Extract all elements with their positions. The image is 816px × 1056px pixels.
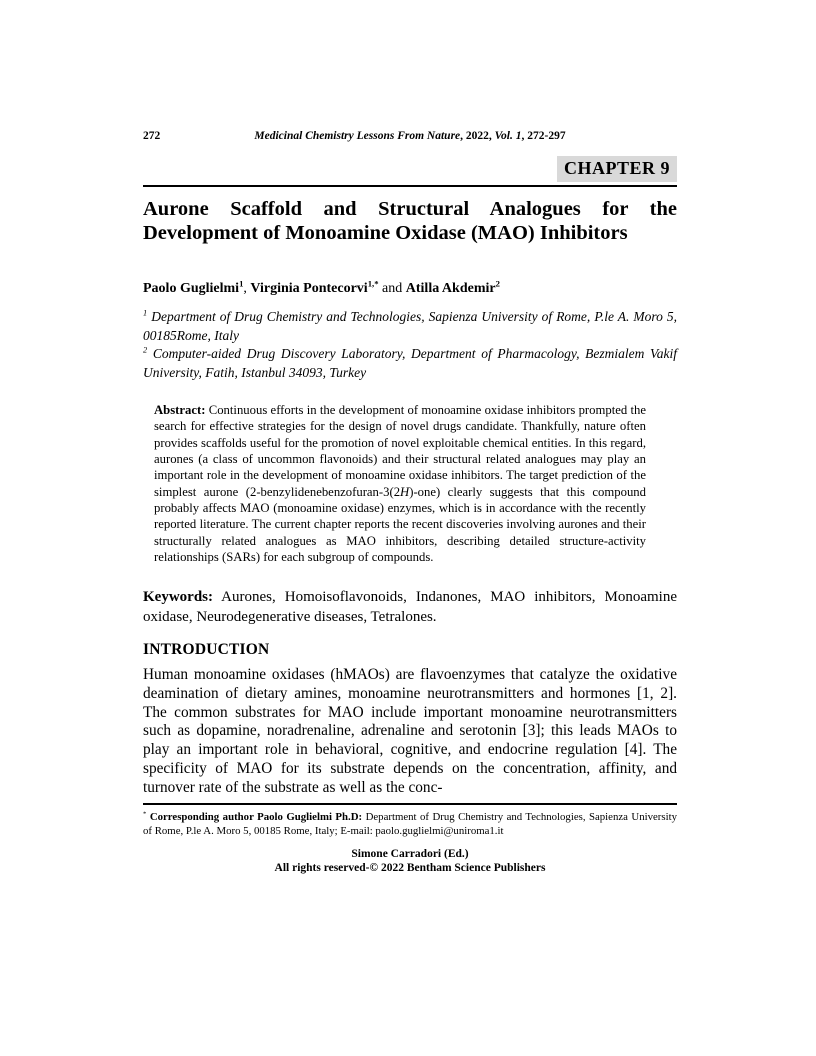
introduction-heading: INTRODUCTION	[143, 641, 270, 658]
page-number: 272	[143, 130, 161, 142]
author-name: Paolo Guglielmi	[143, 281, 240, 296]
affiliation-text: Computer-aided Drug Discovery Laboratory, Department of Pharmacology, Bezmialem Vakif University, Fatih, Istanbul 34093, Turkey	[143, 346, 677, 380]
footnote-marker: *	[143, 810, 147, 818]
journal-title: Medicinal Chemistry Lessons From Nature	[254, 130, 461, 142]
affiliation-superscript: 1	[143, 308, 148, 318]
footnote-bold-text: Corresponding author Paolo Guglielmi Ph.D:	[149, 811, 363, 823]
affiliation	[143, 308, 677, 346]
footnote-divider	[143, 803, 677, 805]
affiliation-superscript: 2	[143, 345, 148, 355]
author-superscript: 2	[495, 278, 500, 289]
journal-year: , 2022,	[460, 130, 495, 142]
running-header	[143, 130, 677, 146]
page-footer	[143, 848, 677, 875]
abstract-text: )-one) clearly suggests that this compound probably affects MAO (monoamine oxidase) enzymes, which is in accordance with the recently reported literature. The current chapter reports the recent discoveries involving aurones and their structurally related analogues as MAO inhibitors, describing detailed structure-activity relationships (SARs) for each subgroup of compounds.	[154, 484, 646, 564]
abstract-block	[154, 402, 646, 565]
author-separator: and	[378, 281, 406, 296]
journal-reference	[143, 130, 677, 142]
author-name: Atilla Akdemir	[405, 281, 496, 296]
chapter-label: CHAPTER 9	[557, 156, 677, 182]
abstract-label: Abstract:	[154, 403, 206, 417]
authors-line	[143, 278, 677, 297]
journal-pages: , 272-297	[521, 130, 566, 142]
chapter-banner	[143, 156, 677, 182]
keywords-text: Aurones, Homoisoflavonoids, Indanones, MAO inhibitors, Monoamine oxidase, Neurodegenerative diseases, Tetralones.	[143, 589, 677, 625]
author-separator: ,	[243, 281, 251, 296]
journal-volume: Vol. 1	[494, 130, 522, 142]
abstract-text: Continuous efforts in the development of monoamine oxidase inhibitors prompted the search for effective strategies for the design of novel drugs candidate. Thankfully, nature often provides scaffolds useful for the promotion of novel exploitable chemical entities. In this regard, aurones (a class of uncommon flavonoids) and their structural related analogues may play an important role in the development of monoamine oxidase inhibitors. The target prediction of the simplest aurone (2-benzylidenebenzofuran-3(2	[154, 403, 646, 499]
header-divider	[143, 185, 677, 187]
corresponding-author-footnote	[143, 810, 677, 838]
affiliation-text: Department of Drug Chemistry and Technologies, Sapienza University of Rome, P.le A. Moro 5, 00185Rome, Italy	[143, 309, 677, 343]
author-superscript: 1	[239, 278, 244, 289]
author-superscript: 1,*	[367, 278, 379, 289]
copyright-line: All rights reserved-© 2022 Bentham Science Publishers	[274, 861, 546, 874]
introduction-paragraph: Human monoamine oxidases (hMAOs) are flavoenzymes that catalyze the oxidative deamination of dietary amines, monoamine neurotransmitters and hormones [1, 2]. The common substrates for MAO include important monoamine neurotransmitters such as dopamine, noradrenaline, adrenaline and serotonin [3]; this leads MAOs to play an important role in behavioral, cognitive, and endocrine regulation [4]. The specificity of MAO for its substrate depends on the concentration, affinity, and turnover rate of the substrate as well as the conc-	[143, 666, 677, 796]
keywords-block	[143, 588, 677, 628]
abstract-italic-h: H	[400, 484, 410, 499]
footnote-text: Department of Drug Chemistry and Technologies, Sapienza University of Rome, P.le A. Moro 5, 00185 Rome, Italy; E-mail: paolo.guglielmi@uniroma1.it	[143, 811, 678, 838]
author-name: Virginia Pontecorvi	[250, 281, 368, 296]
affiliation	[143, 345, 677, 383]
editor-line: Simone Carradori (Ed.)	[351, 848, 469, 860]
keywords-label: Keywords:	[143, 589, 213, 605]
chapter-title: Aurone Scaffold and Structural Analogues for the Development of Monoamine Oxidase (MAO) Inhibitors	[143, 198, 677, 245]
